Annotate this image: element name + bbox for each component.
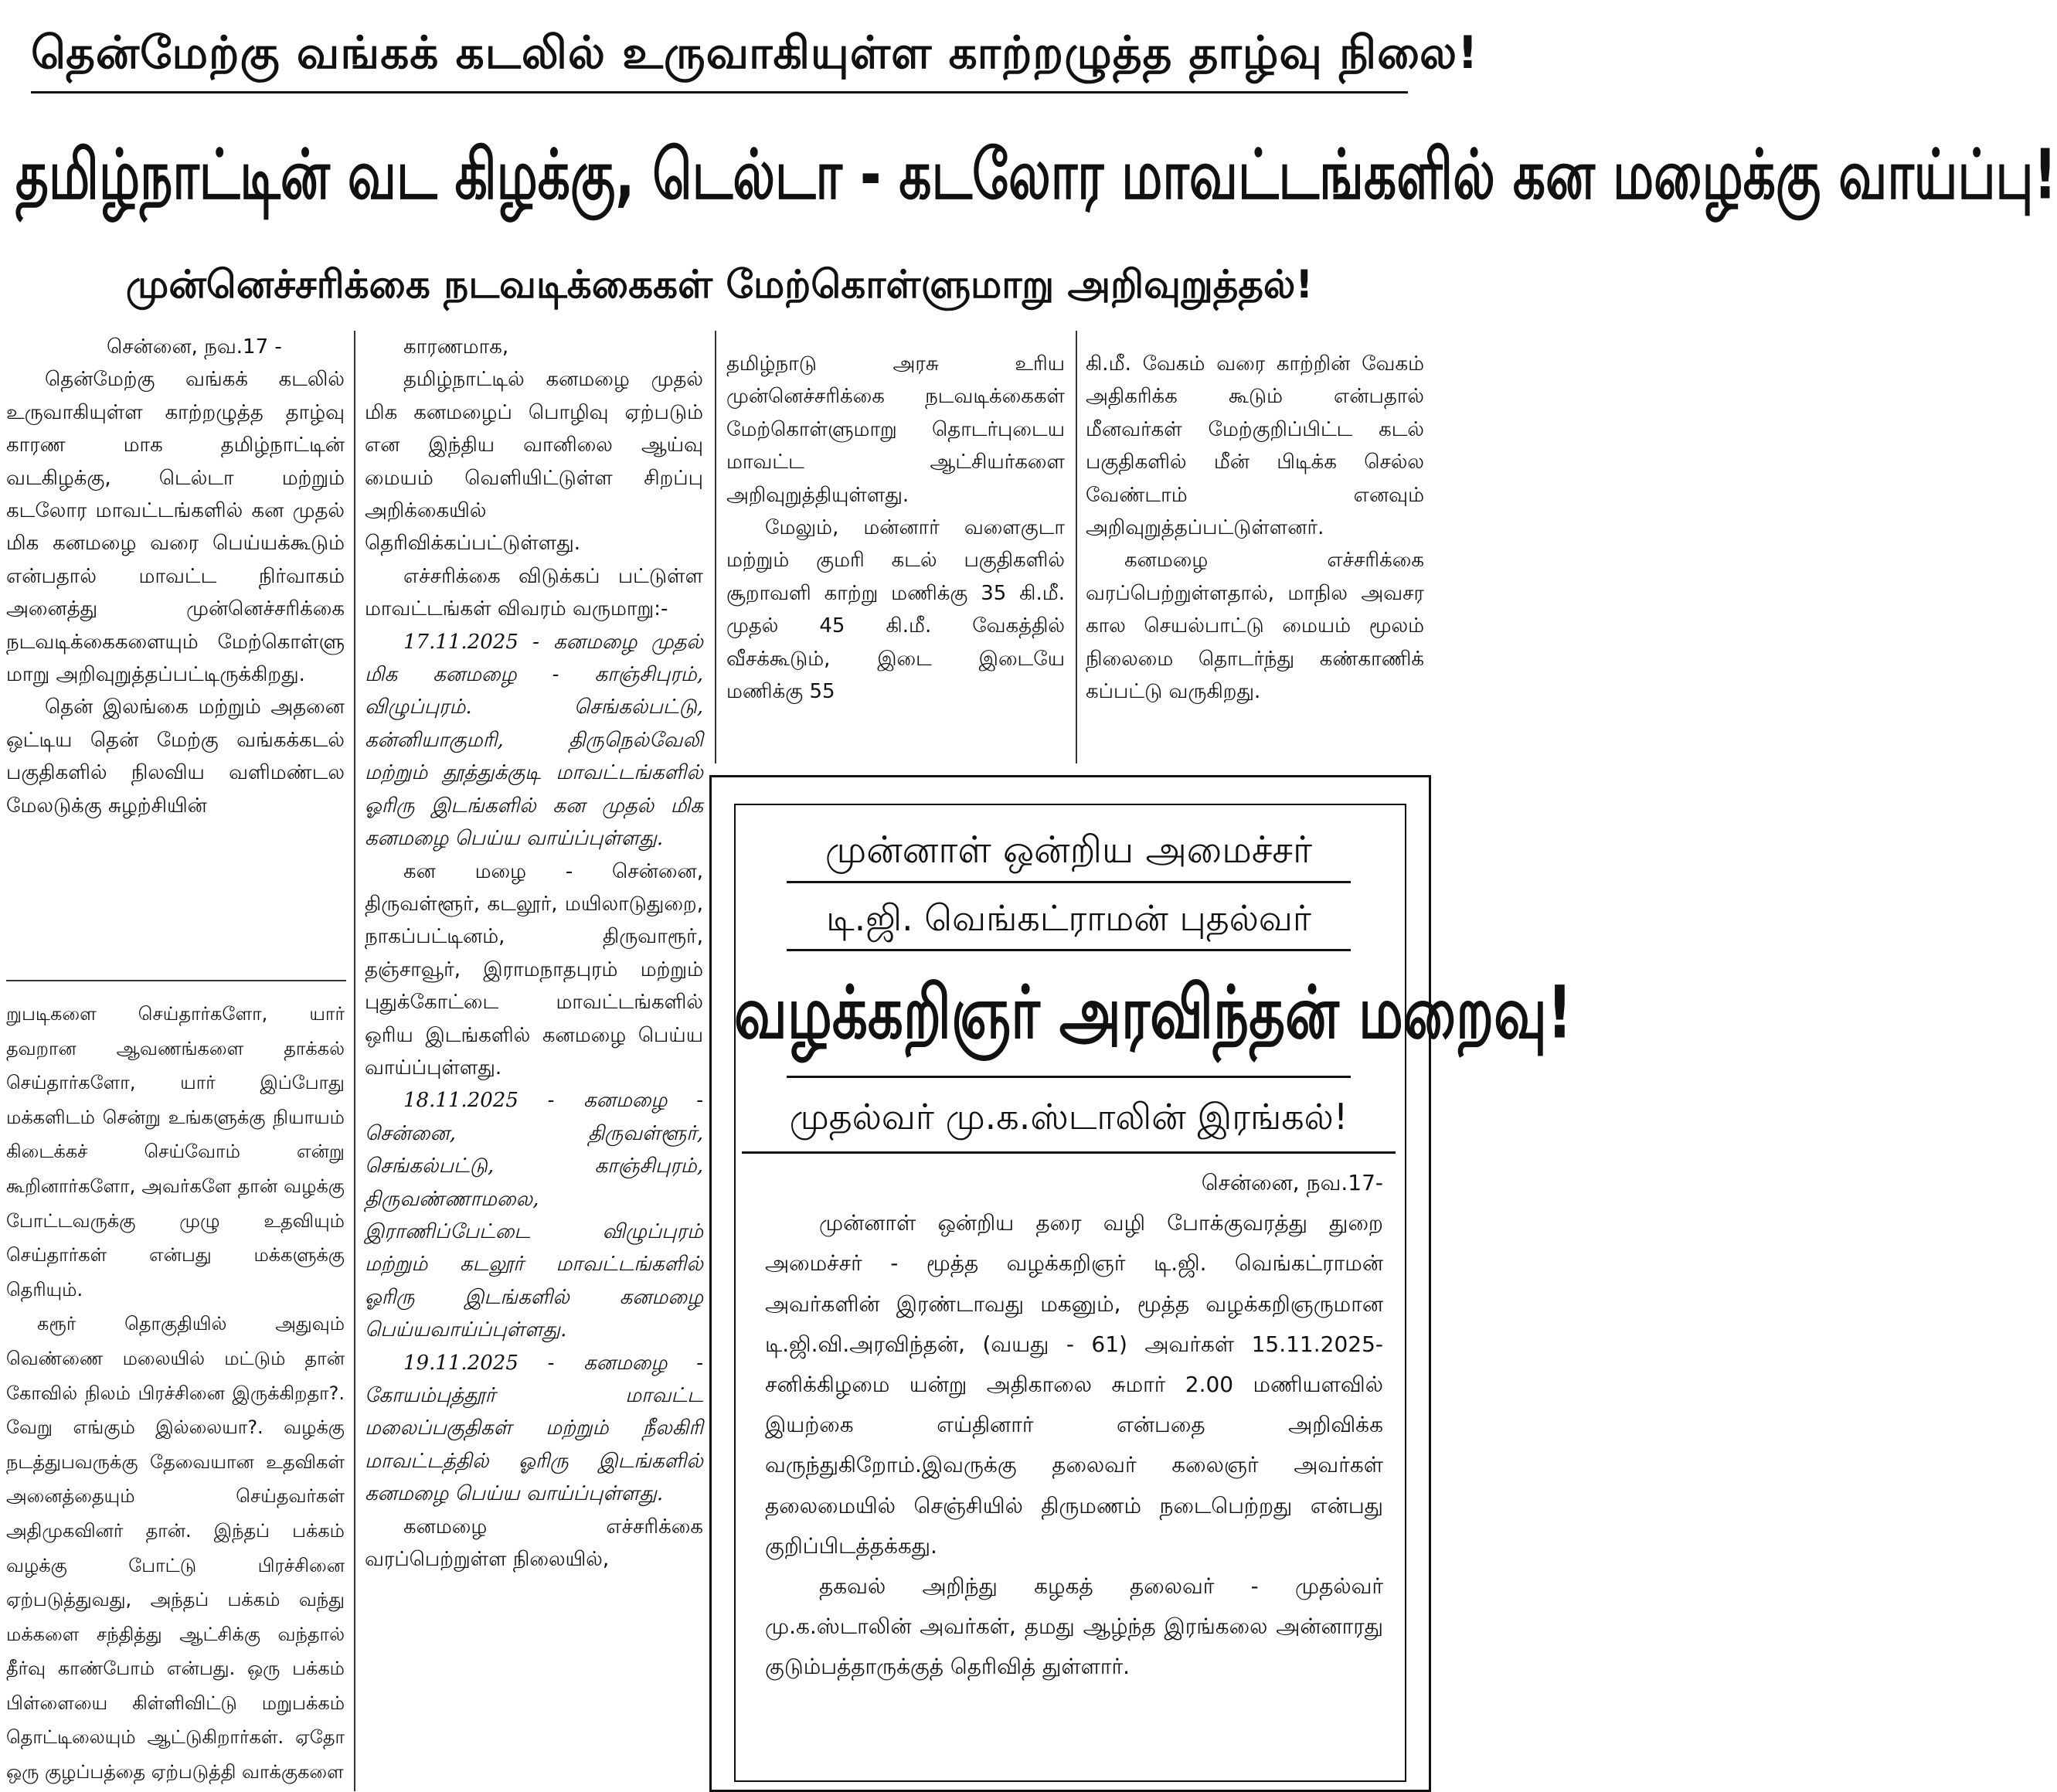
obituary-rule [742,1151,1396,1154]
paragraph: 17.11.2025 - கனமழை முதல் மிக கனமழை - காஞ்சிபுரம், விழுப்புரம். செங்கல்பட்டு, கன்னியாகுமரி, திருநெல்வேலி மற்றும் தூத்துக்குடி மாவட்டங்களில் ஓரிரு இடங்களில் கன முதல் மிக கனமழை பெய்ய வாய்ப்புள்ளது. [365,630,703,851]
paragraph: கி.மீ. வேகம் வரை காற்றின் வேகம் அதிகரிக்க கூடும் என்பதால் மீனவர்கள் மேற்குறிப்பிட்ட கடல் பகுதிகளில் மீன் பிடிக்க செல்ல வேண்டாம் எனவும் அறிவுறுத்தப்பட்டுள்ளனர். [1086,352,1424,540]
paragraph: றுபடிகளை செய்தார்களோ, யார் தவறான ஆவணங்களை தாக்கல் செய்தார்களோ, யார் இப்போது மக்களிடம் சென்று உங்களுக்கு நியாயம் கிடைக்கச் செய்வோம் என்று கூறினார்களோ, அவர்களே தான் வழக்கு போட்டவருக்கு முழு உதவியும் செய்தார்கள் என்பது மக்களுக்கு தெரியும். [6,1003,345,1301]
obituary-rule [787,1076,1351,1078]
paragraph: தென் இலங்கை மற்றும் அதனை ஒட்டிய தென் மேற்கு வங்கக்கடல் பகுதிகளில் நிலவிய வளிமண்டல மேலடுக்கு சுழற்சியின் [6,695,345,818]
rain-story-column-4 [1086,348,1424,765]
paragraph: 18.11.2025 - கனமழை - சென்னை, திருவள்ளூர், செங்கல்பட்டு, காஞ்சிபுரம், திருவண்ணாமலை, இராணிப்பேட்டை விழுப்புரம் மற்றும் கடலூர் மாவட்டங்களில் ஓரிரு இடங்களில் கனமழை பெய்யவாய்ப்புள்ளது. [365,1089,703,1342]
paragraph: எச்சரிக்கை விடுக்கப் பட்டுள்ள மாவட்டங்கள் விவரம் வருமாறு:- [365,564,703,621]
obituary-line-2: டி.ஜி. வெங்கட்ராமன் புதல்வர் [826,897,1311,939]
obituary-body [765,1163,1383,1773]
paragraph: தென்மேற்கு வங்கக் கடலில் உருவாகியுள்ள காற்றழுத்த தாழ்வு காரண மாக தமிழ்நாட்டின் வடகிழக்கு, டெல்டா மற்றும் கடலோர மாவட்டங்களில் கன முதல் மிக கனமழை வரை பெய்யக்கூடும் என்பதால் மாவட்ட நிர்வாகம் அனைத்து முன்னெச்சரிக்கை நடவடிக்கைகளையும் மேற்கொள்ளு மாறு அறிவுறுத்தப்பட்டிருக்கிறது. [6,368,345,687]
column-rule [1076,331,1077,763]
paragraph: முன்னாள் ஒன்றிய தரை வழி போக்குவரத்து துறை அமைச்சர் - மூத்த வழக்கறிஞர் டி.ஜி. வெங்கட்ராமன் அவர்களின் இரண்டாவது மகனும், மூத்த வழக்கறிஞருமான டி.ஜி.வி.அரவிந்தன், (வயது - 61) அவர்கள் 15.11.2025-சனிக்கிழமை யன்று அதிகாலை சுமார் 2.00 மணியளவில் இயற்கை எய்தினார் என்பதை அறிவிக்க வருந்துகிறோம்.இவருக்கு தலைவர் கலைஞர் அவர்கள் தலைமையில் செஞ்சியில் திருமணம் நடைபெற்றது என்பது குறிப்பிடத்தக்கது. [765,1210,1383,1559]
continued-story-column [6,997,345,1791]
rain-story-column-3 [726,348,1065,765]
story-divider [6,980,346,981]
paragraph: காரணமாக, [403,335,509,359]
rain-story-dateline: சென்னை, நவ.17 - [107,335,282,359]
obituary-dateline: சென்னை, நவ.17- [1201,1170,1383,1195]
paragraph: கனமழை எச்சரிக்கை வரப்பெற்றுள்ளதால், மாநில அவசர கால செயல்பாட்டு மையம் மூலம் நிலைமை தொடர்ந்து கண்காணிக் கப்பட்டு வருகிறது. [1086,549,1424,704]
obituary-subhead: முதல்வர் மு.க.ஸ்டாலின் இரங்கல்! [789,1096,1348,1137]
paragraph: கன மழை - சென்னை, திருவள்ளூர், கடலூர், மயிலாடுதுறை, நாகப்பட்டினம், திருவாரூர், தஞ்சாவூர், இராமநாதபுரம் மற்றும் புதுக்கோட்டை மாவட்டங்களில் ஒரிய இடங்களில் கனமழை பெய்ய வாய்ப்புள்ளது. [365,859,703,1080]
kicker-headline: தென்மேற்கு வங்கக் கடலில் உருவாகியுள்ள காற்றழுத்த தாழ்வு நிலை! [31,26,1479,79]
sub-headline: முன்னெச்சரிக்கை நடவடிக்கைகள் மேற்கொள்ளுமாறு அறிவுறுத்தல்! [125,262,1314,307]
column-rule [715,331,716,763]
paragraph: தமிழ்நாட்டில் கனமழை முதல் மிக கனமழைப் பொழிவு ஏற்படும் என இந்திய வானிலை ஆய்வு மையம் வெளியிட்டுள்ள சிறப்பு அறிக்கையில் தெரிவிக்கப்பட்டுள்ளது. [365,368,703,556]
rain-story-column-2 [365,331,703,1791]
rain-story-column-1 [6,331,345,966]
paragraph: கரூர் தொகுதியில் அதுவும் வெண்ணை மலையில் மட்டும் தான் கோவில் நிலம் பிரச்சினை இருக்கிறதா?. வேறு எங்கும் இல்லையா?. வழக்கு நடத்துபவருக்கு தேவையான உதவிகள் அனைத்தையும் செய்தவர்கள் அதிமுகவினர் தான். இந்தப் பக்கம் வழக்கு போட்டு பிரச்சினை ஏற்படுத்துவது, அந்தப் பக்கம் வந்து மக்களை சந்தித்து ஆட்சிக்கு வந்தால் தீர்வு காண்போம் என்பது. ஒரு பக்கம் பிள்ளையை கிள்ளிவிட்டு மறுபக்கம் தொட்டிலையும் ஆட்டுகிறார்கள். ஏதோ ஒரு குழப்பத்தை ஏற்படுத்தி வாக்குகளை [6,1313,345,1783]
obituary-headline: வழக்கறிஞர் அரவிந்தன் மறைவு! [734,970,1572,1055]
paragraph: தமிழ்நாடு அரசு உரிய முன்னெச்சரிக்கை நடவடிக்கைகள் மேற்கொள்ளுமாறு தொடர்புடைய மாவட்ட ஆட்சியர்களை அறிவுறுத்தியுள்ளது. [726,352,1065,507]
paragraph: தகவல் அறிந்து கழகத் தலைவர் - முதல்வர் மு.க.ஸ்டாலின் அவர்கள், தமது ஆழ்ந்த இரங்கலை அன்னாரது குடும்பத்தாருக்குத் தெரிவித் துள்ளார். [765,1573,1383,1680]
paragraph: மேலும், மன்னார் வளைகுடா மற்றும் குமரி கடல் பகுதிகளில் சூறாவளி காற்று மணிக்கு 35 கி.மீ. முதல் 45 கி.மீ. வேகத்தில் வீசக்கூடும், இடை இடையே மணிக்கு 55 [726,516,1065,704]
obituary-line-1: முன்னாள் ஒன்றிய அமைச்சர் [824,828,1313,872]
paragraph: 19.11.2025 - கனமழை - கோயம்புத்தூர் மாவட்ட மலைப்பகுதிகள் மற்றும் நீலகிரி மாவட்டத்தில் ஓரிரு இடங்களில் கனமழை பெய்ய வாய்ப்புள்ளது. [365,1351,703,1506]
obituary-rule [787,881,1351,883]
column-rule [354,331,355,1791]
main-headline: தமிழ்நாட்டின் வட கிழக்கு, டெல்டா - கடலோர மாவட்டங்களில் கன மழைக்கு வாய்ப்பு! [15,134,2057,216]
paragraph: கனமழை எச்சரிக்கை வரப்பெற்றுள்ள நிலையில், [365,1515,703,1572]
